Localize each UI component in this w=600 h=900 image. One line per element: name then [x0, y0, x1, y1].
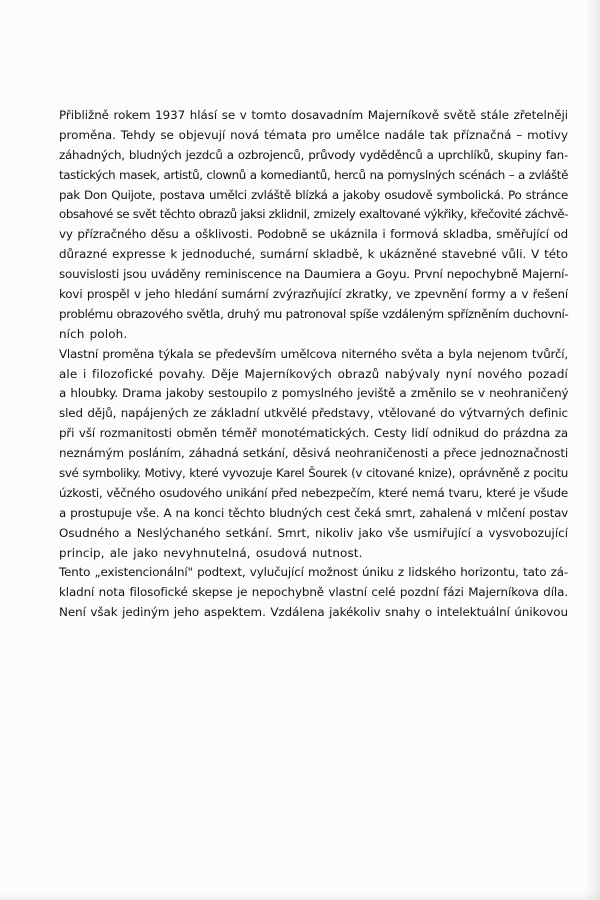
text-line: proměna. Tehdy se objevují nová témata pro umělce nadále tak příznačná – motivy — [59, 127, 568, 142]
text-line: souvislosti jsou uváděny reminiscence na Daumiera a Goyu. První nepochybně Majerní- — [59, 267, 569, 282]
text-line: obsahové se svět těchto obrazů jaksi zklidnil, zmizely exaltované výkřiky, křečovité záchvě- — [59, 207, 568, 222]
text-line: a prostupuje vše. A na konci těchto bludných cest čeká smrt, zahalená v mlčení postav — [59, 505, 568, 520]
page-edge-shadow — [586, 0, 600, 900]
text-line: tastických masek, artistů, clownů a komediantů, herců na pomyslných scénách – a zvláště — [59, 167, 568, 182]
paragraph-3 — [59, 563, 568, 623]
text-line: Osudného a Neslýchaného setkání. Smrt, nikoliv jako vše usmiřující a vysvobozující — [59, 525, 568, 540]
text-line: záhadných, bludných jezdců a ozbrojenců, průvody vyděděnců a uprchlíků, skupiny fan- — [59, 147, 568, 162]
text-line: Tento „existencionální" podtext, vylučující možnost úniku z lidského horizontu, tato zá- — [59, 565, 568, 580]
text-line: neznámým posláním, záhadná setkání, děsivá neohraničenosti a přece jednoznačnosti — [59, 446, 568, 461]
text-line: Přibližně rokem 1937 hlásí se v tomto dosavadním Majerníkově světě stále zřetelněji — [59, 108, 568, 122]
text-line: princip, ale jako nevyhnutelná, osudová nutnost. — [59, 545, 363, 560]
text-line: problému obrazového světla, druhý mu patronoval spíše vzdáleným spřízněním duchovní- — [59, 306, 569, 321]
text-line: kladní nota filosofické skepse je nepochybně vlastní celé pozdní fázi Majerníkova díla. — [59, 585, 568, 600]
article-body — [59, 106, 568, 623]
text-line: důrazné expresse k jednoduché, sumární skladbě, k ukázněné stavebné vůli. V této — [59, 247, 568, 262]
text-line: sled dějů, napájených ze základní utkvělé představy, vtělované do výtvarných definic — [59, 406, 568, 421]
text-line: ale i filozofické povahy. Děje Majerníkových obrazů nabývaly nyní nového pozadí — [59, 366, 568, 381]
text-line: Není však jediným jeho aspektem. Vzdálena jakékoliv snahy o intelektuální únikovou — [59, 605, 568, 620]
text-line: vy přízračného děsu a ošklivosti. Podobně se ukáznila i formová skladba, směřující od — [59, 227, 568, 242]
text-line: Vlastní proměna týkala se především umělcova niterného světa a byla nejenom tvůrčí, — [59, 346, 568, 361]
text-line: své symboliky. Motivy, které vyvozuje Karel Šourek (v citované knize), oprávněně z pocitu — [59, 466, 568, 481]
text-line: ních poloh. — [59, 326, 128, 341]
text-line: a hloubky. Drama jakoby sestoupilo z pomyslného jeviště a změnilo se v neohraničený — [59, 386, 569, 401]
text-line: úzkosti, věčného osudového unikání před nebezpečím, které nemá tvaru, které je všude — [59, 485, 568, 500]
paragraph-1 — [59, 106, 568, 345]
text-line: kovi prospěl v jeho hledání sumární zvýrazňující zkratky, ve zpevnění formy a v řešení — [59, 287, 568, 302]
page-bottom-shadow — [0, 892, 600, 900]
paragraph-2 — [59, 345, 568, 564]
text-line: při vší rozmanitosti obměn téměř monotématických. Cesty lidí odnikud do prázdna za — [59, 426, 568, 441]
text-line: pak Don Quijote, postava umělci zvláště blízká a jakoby osudově symbolická. Po stránce — [59, 187, 568, 202]
